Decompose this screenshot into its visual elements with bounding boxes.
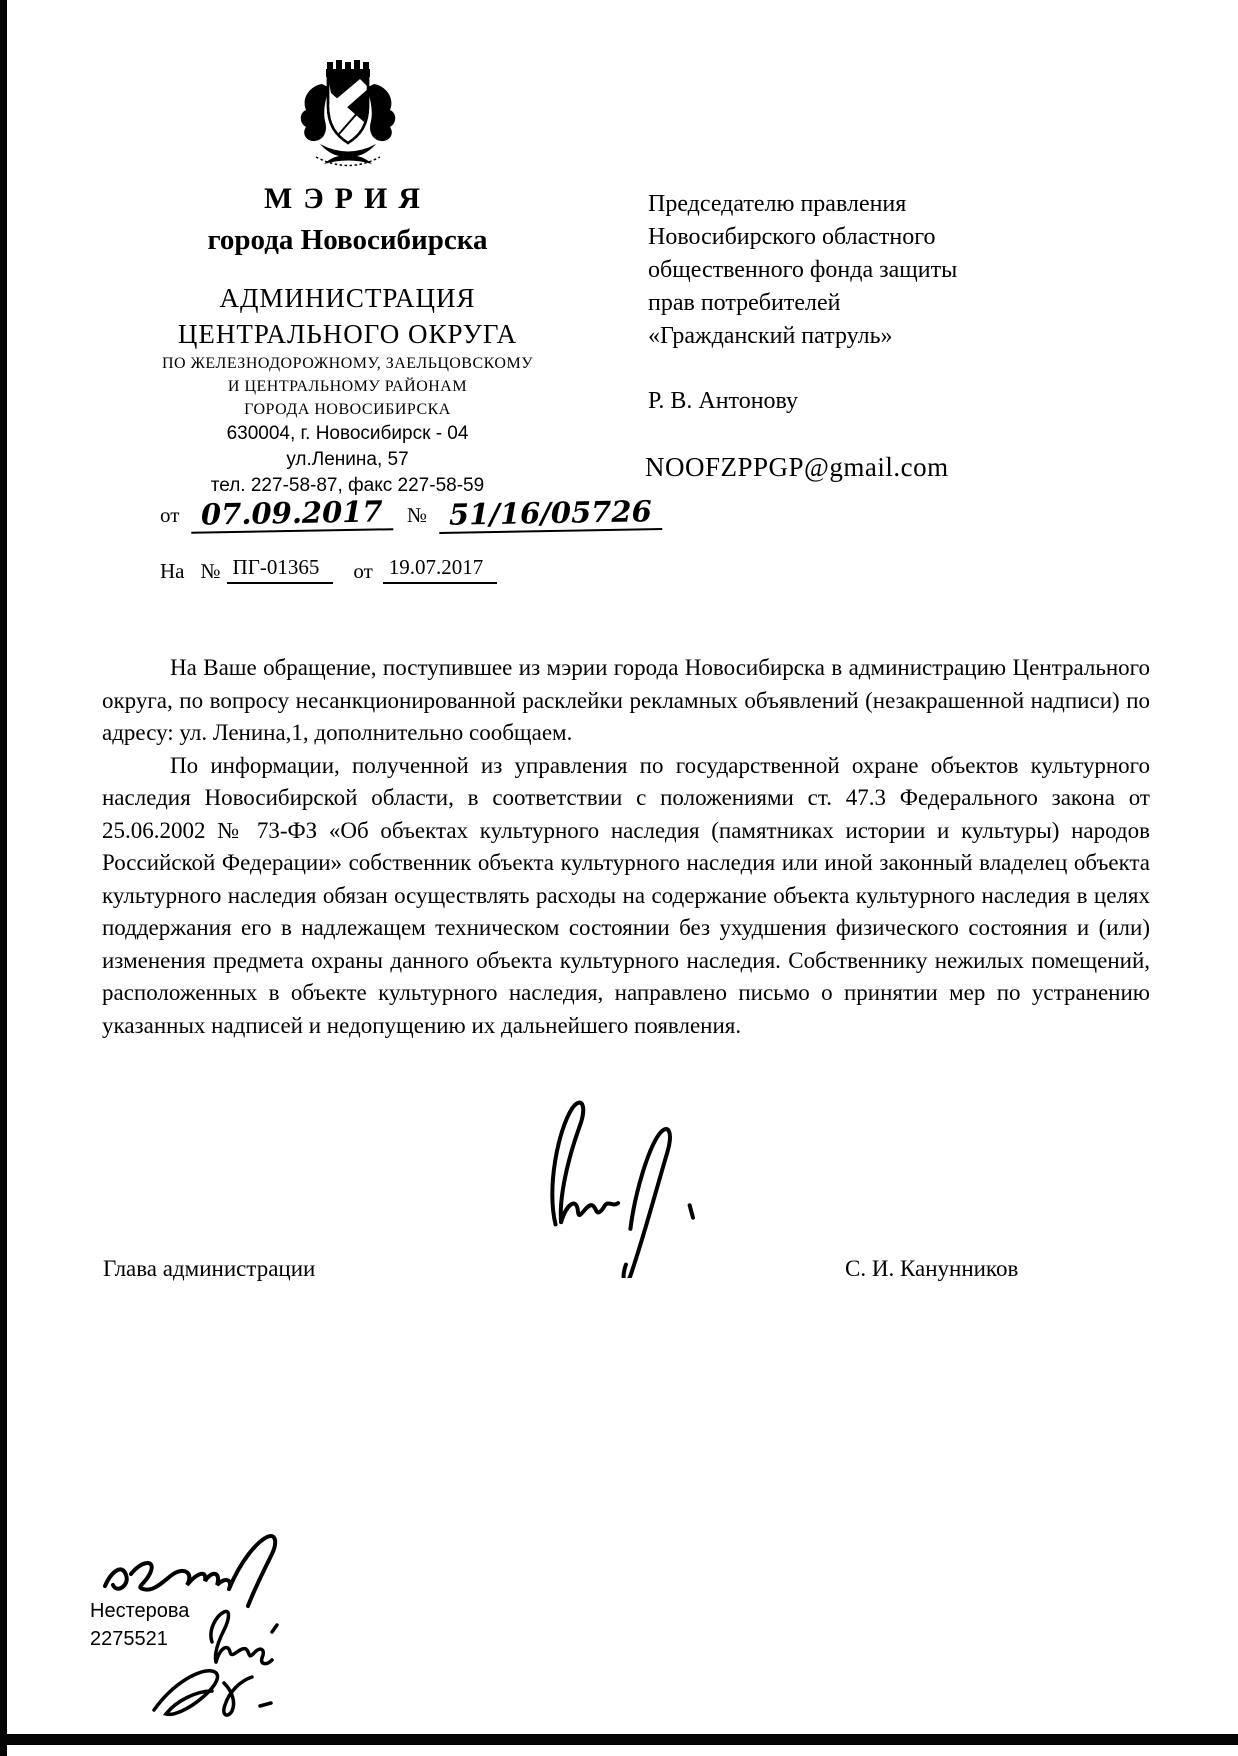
reply-na-label: На: [160, 559, 185, 583]
reply-number: ПГ-01365: [227, 555, 334, 584]
reply-no-label: №: [200, 559, 221, 583]
handwritten-number: 51/16/05726: [439, 496, 662, 534]
recipient-line: Новосибирского областного: [648, 224, 936, 250]
executor-initials-icon: [200, 1608, 300, 1670]
org-title-line2: города Новосибирска: [207, 224, 488, 256]
secondary-scribble-icon: [148, 1666, 278, 1718]
recipient-block: [648, 188, 1078, 353]
body-paragraph-2: По информации, полученной из управления по государственной охране объектов культурного наследия Новосибирской области, в соответствии с положениями ст. 47.3 Федерального закона от 25.06.2002 № 73-ФЗ «Об объектах культурного наследия (памятниках истории и культуры) народов Российской Федерации» собственник объекта культурного наследия или иной законный владелец объекта культурного наследия обязан осуществлять расходы на содержание объекта культурного наследия в целях поддержания его в надлежащем техническом состоянии без ухудшения физического состояния и (или) изменения предмета охраны данного объекта культурного наследия. Собственнику нежилых помещений, расположенных в объекте культурного наследия, направлено письмо о принятии мер по устранению указанных надписей и недопущению их дальнейшего появления.: [102, 752, 1150, 1038]
scan-left-edge-bar: [0, 0, 7, 1756]
recipient-line: общественного фонда защиты: [648, 257, 958, 283]
letter-body: [102, 652, 1150, 1042]
recipient-name: Р. В. Антонову: [648, 388, 799, 414]
org-title-line1: МЭРИЯ: [264, 182, 431, 215]
head-signature-icon: [522, 1088, 712, 1278]
executor-phone: 2275521: [90, 1628, 168, 1650]
phone-line: тел. 227-58-87, факс 227-58-59: [210, 475, 485, 496]
dept-line2: ЦЕНТРАЛЬНОГО ОКРУГА: [177, 319, 518, 349]
novosibirsk-coat-of-arms-icon: [298, 60, 398, 168]
handwritten-date: 07.09.2017: [191, 496, 393, 534]
recipient-email: NOOFZPPGP@gmail.com: [645, 452, 949, 482]
reply-from-label: от: [353, 559, 373, 583]
outgoing-reference-row: [160, 494, 653, 532]
districts-line1: ПО ЖЕЛЕЗНОДОРОЖНОМУ, ЗАЕЛЬЦОВСКОМУ: [161, 355, 534, 372]
recipient-line: прав потребителей: [648, 290, 841, 316]
signatory-name: С. И. Канунников: [845, 1256, 1019, 1281]
recipient-line: Председателю правления: [648, 191, 907, 217]
ref-from-label: от: [160, 503, 180, 527]
address-line2: ул.Ленина, 57: [286, 449, 409, 470]
incoming-reference-row: [160, 555, 680, 584]
recipient-line: «Гражданский патруль»: [648, 323, 893, 349]
body-paragraph-1: На Ваше обращение, поступившее из мэрии города Новосибирска в администрацию Центрального округа, по вопросу несанкционированной расклейки рекламных объявлений (незакрашенной надписи) по адресу: ул. Ленина,1, дополнительно сообщаем.: [102, 655, 1150, 745]
districts-line2: И ЦЕНТРАЛЬНОМУ РАЙОНАМ: [227, 378, 468, 395]
signatory-title: Глава администрации: [103, 1256, 316, 1281]
address-line1: 630004, г. Новосибирск - 04: [226, 423, 469, 444]
ref-number-label: №: [407, 503, 428, 527]
scan-bottom-edge-bar: [0, 1734, 1238, 1745]
letterhead-block: [115, 182, 580, 497]
reply-date: 19.07.2017: [383, 555, 498, 584]
executor-name: Нестерова: [90, 1600, 190, 1622]
districts-line3: ГОРОДА НОВОСИБИРСКА: [244, 401, 451, 418]
dept-line1: АДМИНИСТРАЦИЯ: [219, 283, 476, 313]
